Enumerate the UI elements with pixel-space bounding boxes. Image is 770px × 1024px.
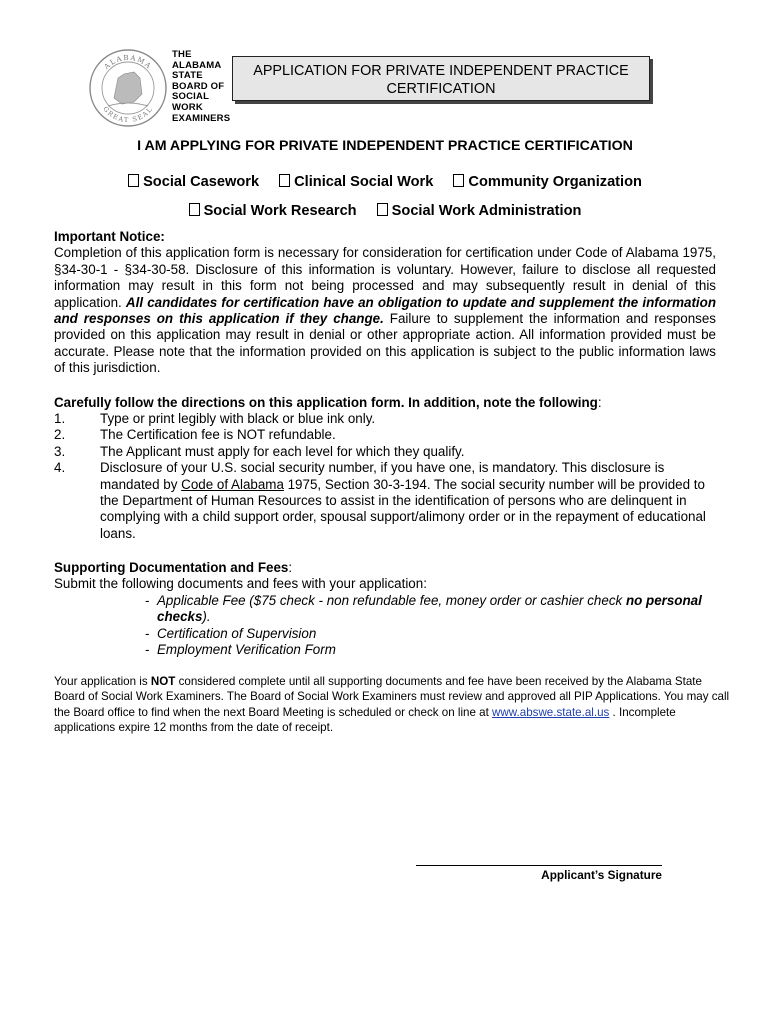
doc-item: Employment Verification Form — [157, 642, 336, 658]
list-text: The Certification fee is NOT refundable. — [100, 427, 336, 443]
option-community-organization[interactable] — [453, 174, 642, 190]
checkbox-icon[interactable] — [377, 203, 388, 216]
form-title-box — [232, 56, 650, 101]
list-text — [100, 460, 716, 542]
signature-label: Applicant’s Signature — [541, 868, 662, 882]
checkbox-icon[interactable] — [279, 174, 290, 187]
list-number: 4. — [54, 460, 66, 476]
important-notice — [54, 229, 716, 377]
page-heading-text: I AM APPLYING FOR PRIVATE INDEPENDENT PRACTICE CERTIFICATION — [137, 138, 633, 154]
option-label: Clinical Social Work — [294, 174, 434, 190]
list-number: 3. — [54, 443, 66, 459]
option-label: Social Work Research — [203, 203, 357, 219]
board-name — [172, 50, 230, 124]
list-number: 2. — [54, 427, 66, 443]
board-name-line: ALABAMA — [172, 59, 222, 71]
notice-text: Failure to supplement the information and responses provided on this application may result in denial or other appropriate action. All information provided must be accurate. Please note that the information provided on this application is subject to the public information laws of this jurisdiction. — [54, 311, 716, 376]
checkbox-icon[interactable] — [128, 174, 139, 187]
seal-bottom-text: GREAT SEAL — [101, 104, 155, 125]
list-text-part: Disclosure of your U.S. social security number, if you have one, is mandatory. This disclosure is mandated by — [100, 460, 665, 492]
fee-text: Applicable Fee ($75 check - non refundable fee, money order or cashier check — [157, 593, 626, 608]
closing-text: . Incomplete applications expire 12 months from the date of receipt. — [54, 705, 676, 735]
alabama-state-seal — [88, 48, 168, 128]
board-name-line: BOARD OF — [172, 80, 225, 92]
option-clinical-social-work[interactable] — [279, 174, 433, 190]
fee-item — [157, 593, 705, 626]
list-text-part: 1975, Section 30-3-194. The social security number will be provided to the Department of Human Resources to assist in the identification of persons who are delinquent in complying with a child support order, spousal support/alimony order or in the repayment of educational loans. — [100, 476, 706, 541]
option-label: Social Work Administration — [391, 203, 582, 219]
board-name-line: SOCIAL — [172, 91, 210, 103]
directions-title — [54, 395, 716, 411]
supporting-intro: Submit the following documents and fees with your application: — [54, 576, 427, 592]
doc-item: Certification of Supervision — [157, 625, 317, 641]
list-number: 1. — [54, 411, 66, 426]
list-item: - Certification of Supervision — [145, 625, 317, 641]
supporting-docs — [54, 560, 716, 593]
notice-emphasis: All candidates for certification have an obligation to update and supplement the information and responses on this application if they change. — [54, 294, 716, 327]
option-label: Social Casework — [143, 174, 260, 190]
fee-emphasis: no personal checks — [157, 593, 702, 625]
list-item — [54, 444, 716, 460]
option-label: Community Organization — [468, 174, 642, 190]
supporting-title-suffix: : — [288, 560, 293, 575]
notice-text: Completion of this application form is necessary for consideration for certification under Code of Alabama 1975, §34-30-1 - §34-30-58. Disclosure of this information is voluntary. However, failure to disclose all requested information may result in this form not being processed and may subsequently result in denial of this application. — [54, 245, 716, 310]
list-item — [54, 411, 716, 427]
certification-options-row-1 — [0, 174, 770, 190]
directions-title-text: Carefully follow the directions on this application form. In addition, note the following — [54, 395, 598, 410]
directions-title-suffix: : — [597, 395, 602, 410]
option-social-work-administration[interactable] — [377, 203, 582, 219]
notice-title: Important Notice: — [54, 229, 165, 244]
board-name-line: WORK — [172, 101, 203, 113]
option-social-casework[interactable] — [128, 174, 259, 190]
supporting-title: Supporting Documentation and Fees — [54, 560, 289, 575]
directions-list — [54, 411, 716, 542]
notice-paragraph — [54, 245, 716, 376]
closing-text: considered complete until all supporting documents and fee have been received by the Alabama State Board of Social Work Examiners. The Board of Social Work Examiners must review and approved all PIP Applications. You may call the Board office to find when the next Board Meeting is scheduled or check on line at — [54, 675, 730, 719]
checkbox-icon[interactable] — [453, 174, 464, 187]
closing-text: Your application is — [54, 675, 151, 688]
closing-paragraph — [54, 674, 734, 736]
option-social-work-research[interactable] — [189, 203, 357, 219]
board-name-line: STATE — [172, 70, 203, 82]
list-item — [54, 460, 716, 542]
list-text: Type or print legibly with black or blue ink only. — [100, 411, 376, 426]
list-item: - Employment Verification Form — [145, 642, 336, 658]
board-name-line: THE — [172, 49, 192, 60]
list-item: - Applicable Fee ($75 check - non refundable fee, money order or cashier check no personal checks). — [145, 593, 705, 626]
signature-line[interactable] — [416, 865, 662, 866]
form-title-line: CERTIFICATION — [386, 81, 496, 97]
checkbox-icon[interactable] — [189, 203, 200, 216]
list-item — [54, 427, 716, 443]
certification-options-row-2 — [0, 203, 770, 219]
closing-emphasis: NOT — [150, 675, 176, 688]
form-title-line: APPLICATION FOR PRIVATE INDEPENDENT PRACTICE — [253, 63, 629, 79]
page-heading — [0, 138, 770, 154]
code-of-alabama-link[interactable]: Code of Alabama — [181, 476, 284, 492]
board-name-line: EXAMINERS — [172, 112, 231, 124]
fee-text-end: ). — [202, 609, 211, 625]
supporting-docs-list — [145, 593, 705, 659]
board-website-link[interactable]: www.abswe.state.al.us — [492, 705, 610, 719]
seal-top-text: ALABAMA — [102, 53, 154, 71]
list-text: The Applicant must apply for each level for which they qualify. — [100, 443, 465, 459]
